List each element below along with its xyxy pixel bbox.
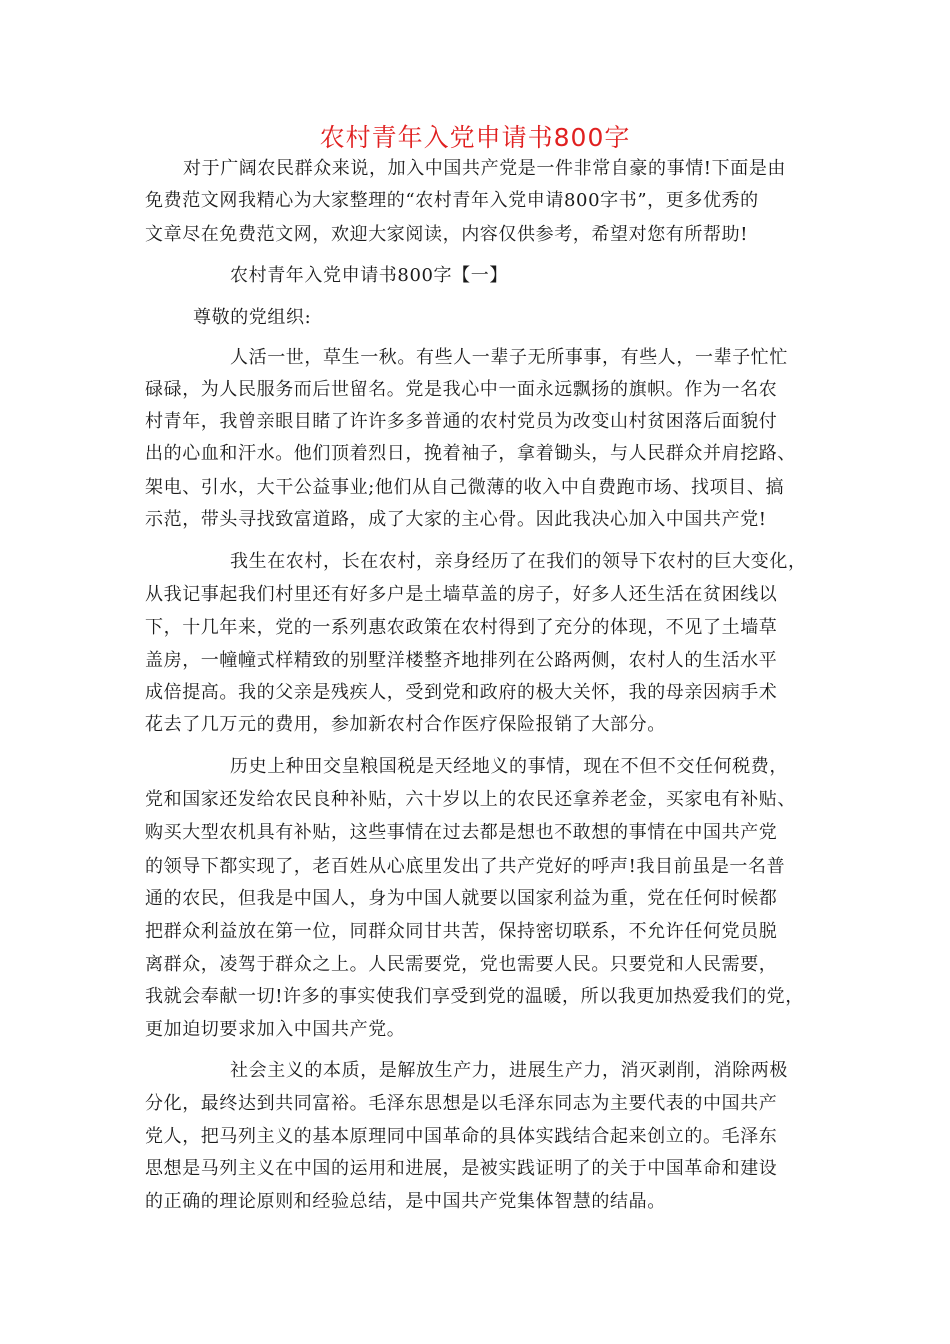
paragraph-line: 花去了几万元的费用，参加新农村合作医疗保险报销了大部分。 <box>145 714 666 735</box>
paragraph-line: 成倍提高。我的父亲是残疾人，受到党和政府的极大关怀，我的母亲因病手术 <box>145 682 778 703</box>
salutation: 尊敬的党组织: <box>193 307 312 328</box>
paragraph-line: 下，十几年来，党的一系列惠农政策在农村得到了充分的体现，不见了土墙草 <box>145 617 778 638</box>
paragraph-line: 我就会奉献一切!许多的事实使我们享受到党的温暖，所以我更加热爱我们的党， <box>145 986 804 1007</box>
paragraph-line: 分化，最终达到共同富裕。毛泽东思想是以毛泽东同志为主要代表的中国共产 <box>145 1093 778 1114</box>
paragraph-line: 更加迫切要求加入中国共产党。 <box>145 1019 406 1040</box>
paragraph-line: 碌碌，为人民服务而后世留名。党是我心中一面永远飘扬的旗帜。作为一名农 <box>145 379 778 400</box>
paragraph-line: 的领导下都实现了，老百姓从心底里发出了共产党好的呼声!我目前虽是一名普 <box>145 856 786 877</box>
paragraph-line: 党人，把马列主义的基本原理同中国革命的具体实践结合起来创立的。毛泽东 <box>145 1126 778 1147</box>
paragraph-line: 我生在农村，长在农村，亲身经历了在我们的领导下农村的巨大变化， <box>230 551 807 572</box>
paragraph-line: 人活一世，草生一秋。有些人一辈子无所事事，有些人，一辈子忙忙 <box>230 347 788 368</box>
intro-line: 对于广阔农民群众来说，加入中国共产党是一件非常自豪的事情!下面是由 <box>183 158 787 179</box>
paragraph-line: 历史上种田交皇粮国税是天经地义的事情，现在不但不交任何税费， <box>230 756 788 777</box>
intro-line: 文章尽在免费范文网，欢迎大家阅读，内容仅供参考，希望对您有所帮助! <box>145 224 749 245</box>
paragraph-line: 离群众，凌驾于群众之上。人民需要党，党也需要人民。只要党和人民需要， <box>145 954 778 975</box>
paragraph-line: 思想是马列主义在中国的运用和进展，是被实践证明了的关于中国革命和建设 <box>145 1158 778 1179</box>
paragraph-line: 的正确的理论原则和经验总结，是中国共产党集体智慧的结晶。 <box>145 1191 666 1212</box>
document-title: 农村青年入党申请书800字 <box>319 123 631 152</box>
paragraph-line: 示范，带头寻找致富道路，成了大家的主心骨。因此我决心加入中国共产党! <box>145 509 767 530</box>
paragraph-line: 村青年，我曾亲眼目睹了许许多多普通的农村党员为改变山村贫困落后面貌付 <box>145 411 778 432</box>
paragraph-line: 社会主义的本质，是解放生产力，进展生产力，消灭剥削，消除两极 <box>230 1060 788 1081</box>
paragraph-line: 盖房，一幢幢式样精致的别墅洋楼整齐地排列在公路两侧，农村人的生活水平 <box>145 650 778 671</box>
section-heading: 农村青年入党申请书800字【一】 <box>230 265 508 286</box>
paragraph-line: 党和国家还发给农民良种补贴，六十岁以上的农民还拿养老金，买家电有补贴、 <box>145 789 796 810</box>
paragraph-line: 把群众利益放在第一位，同群众同甘共苦，保持密切联系，不允许任何党员脱 <box>145 921 778 942</box>
paragraph-line: 从我记事起我们村里还有好多户是土墙草盖的房子，好多人还生活在贫困线以 <box>145 584 778 605</box>
paragraph-line: 购买大型农机具有补贴，这些事情在过去都是想也不敢想的事情在中国共产党 <box>145 822 778 843</box>
paragraph-line: 出的心血和汗水。他们顶着烈日，挽着袖子，拿着锄头，与人民群众并肩挖路、 <box>145 443 796 464</box>
paragraph-line: 架电、引水，大干公益事业;他们从自己微薄的收入中自费跑市场、找项目、搞 <box>145 477 785 498</box>
intro-line: 免费范文网我精心为大家整理的“农村青年入党申请800字书”，更多优秀的 <box>145 190 759 211</box>
paragraph-line: 通的农民，但我是中国人，身为中国人就要以国家利益为重，党在任何时候都 <box>145 888 778 909</box>
